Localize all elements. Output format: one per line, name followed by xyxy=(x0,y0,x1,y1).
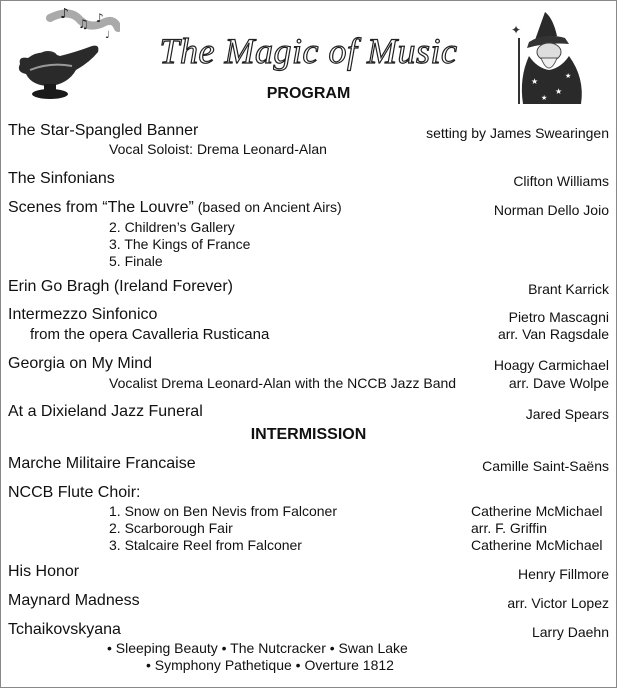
piece-title: Georgia on My Mind xyxy=(8,355,153,372)
intermission-heading: INTERMISSION xyxy=(250,426,367,443)
flute-item-composer: arr. F. Griffin xyxy=(471,520,547,536)
svg-text:♩: ♩ xyxy=(105,30,110,41)
svg-text:♪: ♪ xyxy=(60,8,69,22)
piece-composer: arr. Victor Lopez xyxy=(507,595,609,611)
piece-title: The Star-Spangled Banner xyxy=(8,122,199,139)
piece-composer: Brant Karrick xyxy=(528,281,609,297)
piece-composer: Pietro Mascagni xyxy=(508,309,609,325)
program-title: The Magic of Music xyxy=(159,31,458,71)
medley-line: • Symphony Pathetique • Overture 1812 xyxy=(146,657,394,673)
piece-title: His Honor xyxy=(8,563,80,580)
piece-title: Erin Go Bragh (Ireland Forever) xyxy=(8,278,233,295)
movement-item: 5. Finale xyxy=(109,253,163,269)
piece-note: Vocalist Drema Leonard-Alan with the NCCB Jazz Band xyxy=(109,375,457,391)
piece-composer: Clifton Williams xyxy=(513,173,609,189)
flute-item-composer: Catherine McMichael xyxy=(471,503,603,519)
piece-title: Maynard Madness xyxy=(8,592,140,609)
piece-composer: setting by James Swearingen xyxy=(426,125,609,141)
svg-text:★: ★ xyxy=(541,95,548,102)
piece-title: Intermezzo Sinfonico xyxy=(8,306,158,323)
flute-item-title: 1. Snow on Ben Nevis from Falconer xyxy=(109,503,337,519)
svg-text:✦: ✦ xyxy=(511,23,522,37)
movement-item: 2. Children’s Gallery xyxy=(109,219,235,235)
svg-text:♫: ♫ xyxy=(78,17,89,31)
piece-title: At a Dixieland Jazz Funeral xyxy=(8,403,203,420)
piece-title: Tchaikovskyana xyxy=(8,621,121,638)
piece-title: Marche Militaire Francaise xyxy=(8,455,196,472)
medley-line: • Sleeping Beauty • The Nutcracker • Swan Lake xyxy=(107,640,408,656)
piece-composer: Jared Spears xyxy=(525,406,609,422)
svg-text:★: ★ xyxy=(531,77,539,86)
flute-item-title: 3. Stalcaire Reel from Falconer xyxy=(109,537,302,553)
svg-text:★: ★ xyxy=(565,73,572,80)
svg-text:★: ★ xyxy=(555,87,563,96)
piece-composer: Camille Saint-Saëns xyxy=(482,458,609,474)
piece-arranger: arr. Dave Wolpe xyxy=(508,375,609,391)
piece-composer: Hoagy Carmichael xyxy=(493,357,609,373)
flute-item-title: 2. Scarborough Fair xyxy=(109,520,233,536)
flute-item-composer: Catherine McMichael xyxy=(471,537,603,553)
piece-composer: Norman Dello Joio xyxy=(493,202,609,218)
piece-title: The Sinfonians xyxy=(8,170,115,187)
svg-text:♪: ♪ xyxy=(96,11,104,25)
piece-title: NCCB Flute Choir: xyxy=(8,484,141,501)
piece-title: Scenes from “The Louvre” (based on Ancient Airs) xyxy=(8,199,342,216)
piece-arranger: arr. Van Ragsdale xyxy=(497,326,609,342)
movement-item: 3. The Kings of France xyxy=(109,236,251,252)
piece-subtitle: from the opera Cavalleria Rusticana xyxy=(30,326,270,343)
piece-composer: Henry Fillmore xyxy=(517,566,609,582)
piece-note: Vocal Soloist: Drema Leonard-Alan xyxy=(109,141,327,157)
program-heading: PROGRAM xyxy=(266,85,351,102)
piece-composer: Larry Daehn xyxy=(531,624,609,640)
